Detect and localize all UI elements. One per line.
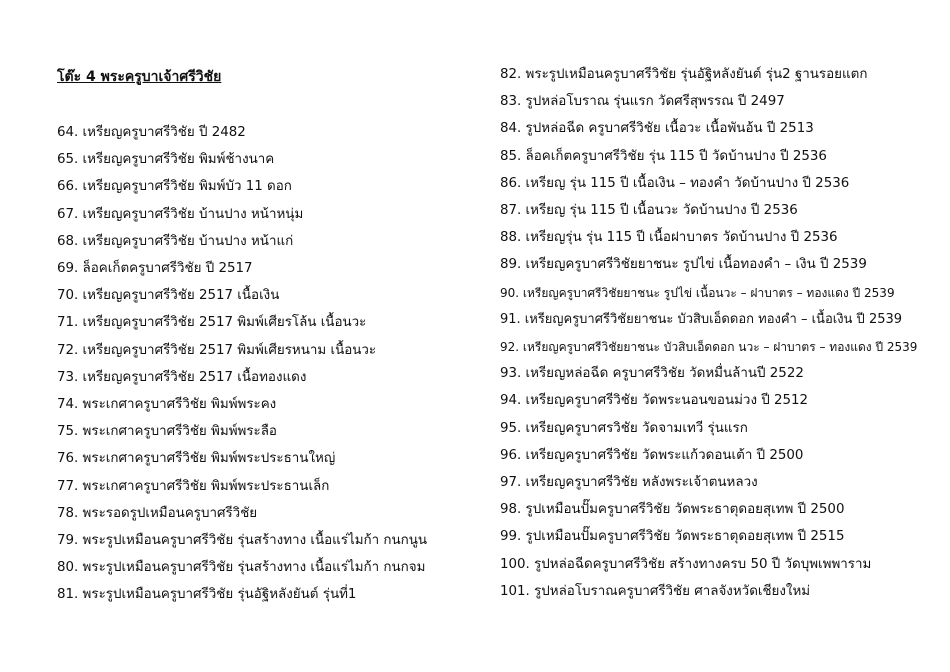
page-title: โต๊ะ 4 พระครูบาเจ้าศรีวิชัย	[57, 69, 222, 85]
list-item: 99. รูปเหมือนปั๊มครูบาศรีวิชัย วัดพระธาตุดอยสุเทพ ปี 2515	[500, 529, 845, 545]
list-item: 87. เหรียญ รุ่น 115 ปี เนื้อนวะ วัดบ้านปาง ปี 2536	[500, 203, 798, 218]
list-item: 86. เหรียญ รุ่น 115 ปี เนื้อเงิน – ทองคำ วัดบ้านปาง ปี 2536	[500, 175, 850, 191]
list-item: 85. ล็อคเก็ตครูบาศรีวิชัย รุ่น 115 ปี วัดบ้านปาง ปี 2536	[500, 148, 827, 164]
list-item: 83. รูปหล่อโบราณ รุ่นแรก วัดศรีสุพรรณ ปี 2497	[500, 94, 785, 110]
list-item: 90. เหรียญครูบาศรีวิชัยยาชนะ รูปไข่ เนื้อนวะ – ฝาบาตร – ทองแดง ปี 2539	[500, 285, 895, 300]
list-item: 81. พระรูปเหมือนครูบาศรีวิชัย รุ่นอัฐิหลังยันต์ รุ่นที่1	[57, 587, 357, 603]
list-item: 69. ล็อคเก็ตครูบาศรีวิชัย ปี 2517	[57, 261, 253, 276]
list-item: 101. รูปหล่อโบราณครูบาศรีวิชัย ศาลจังหวัดเชียงใหม่	[500, 583, 811, 599]
list-item: 76. พระเกศาครูบาศรีวิชัย พิมพ์พระประธานใหญ่	[57, 451, 336, 467]
list-item: 78. พระรอดรูปเหมือนครูบาศรีวิชัย	[57, 505, 258, 521]
list-item: 71. เหรียญครูบาศรีวิชัย 2517 พิมพ์เศียรโล้น เนื้อนวะ	[57, 315, 367, 331]
list-item: 98. รูปเหมือนปั๊มครูบาศรีวิชัย วัดพระธาตุดอยสุเทพ ปี 2500	[500, 502, 845, 518]
list-item: 79. พระรูปเหมือนครูบาศรีวิชัย รุ่นสร้างทาง เนื้อแร่ไมก้า กนกนูน	[57, 533, 428, 548]
list-item: 64. เหรียญครูบาศรีวิชัย ปี 2482	[57, 125, 246, 140]
list-item: 97. เหรียญครูบาศรีวิชัย หลังพระเจ้าตนหลวง	[500, 475, 758, 490]
list-item: 65. เหรียญครูบาศรีวิชัย พิมพ์ช้างนาค	[57, 152, 275, 168]
list-item: 73. เหรียญครูบาศรีวิชัย 2517 เนื้อทองแดง	[57, 369, 307, 385]
list-item: 96. เหรียญครูบาศรีวิชัย วัดพระแก้วดอนเต้า ปี 2500	[500, 447, 804, 463]
list-item: 93. เหรียญหล่อฉีด ครูบาศรีวิชัย วัดหมื่นล้านปี 2522	[500, 366, 804, 382]
list-item: 94. เหรียญครูบาศรีวิชัย วัดพระนอนขอนม่วง ปี 2512	[500, 393, 809, 409]
list-item: 89. เหรียญครูบาศรีวิชัยยาชนะ รูปไข่ เนื้อทองคำ – เงิน ปี 2539	[500, 257, 867, 273]
list-item: 88. เหรียญรุ่น รุ่น 115 ปี เนื้อฝาบาตร วัดบ้านปาง ปี 2536	[500, 230, 838, 246]
list-item: 72. เหรียญครูบาศรีวิชัย 2517 พิมพ์เศียรหนาม เนื้อนวะ	[57, 342, 377, 358]
list-item: 91. เหรียญครูบาศรีวิชัยยาชนะ บัวสิบเอ็ดดอก ทองคำ – เนื้อเงิน ปี 2539	[500, 311, 903, 327]
list-item: 68. เหรียญครูบาศรีวิชัย บ้านปาง หน้าแก่	[57, 233, 294, 249]
list-item: 84. รูปหล่อฉีด ครูบาศรีวิชัย เนื้อวะ เนื้อพันอ้น ปี 2513	[500, 121, 814, 137]
list-item: 74. พระเกศาครูบาศรีวิชัย พิมพ์พระคง	[57, 397, 277, 412]
list-item: 66. เหรียญครูบาศรีวิชัย พิมพ์บัว 11 ดอก	[57, 179, 292, 195]
list-item: 77. พระเกศาครูบาศรีวิชัย พิมพ์พระประธานเล็ก	[57, 478, 330, 494]
list-item: 67. เหรียญครูบาศรีวิชัย บ้านปาง หน้าหนุ่ม	[57, 206, 304, 222]
list-item: 80. พระรูปเหมือนครูบาศรีวิชัย รุ่นสร้างทาง เนื้อแร่ไมก้า กนกจม	[57, 560, 426, 576]
list-item: 95. เหรียญครูบาศรวิชัย วัดจามเทวี รุ่นแรก	[500, 420, 748, 436]
list-item: 82. พระรูปเหมือนครูบาศรีวิชัย รุ่นอัฐิหลังยันต์ รุ่น2 ฐานรอยแตก	[500, 67, 868, 82]
list-item: 75. พระเกศาครูบาศรีวิชัย พิมพ์พระลือ	[57, 424, 277, 440]
list-item: 92. เหรียญครูบาศรีวิชัยยาชนะ บัวสิบเอ็ดดอก นวะ – ฝาบาตร – ทองแดง ปี 2539	[500, 340, 918, 354]
list-item: 70. เหรียญครูบาศรีวิชัย 2517 เนื้อเงิน	[57, 288, 280, 304]
list-item: 100. รูปหล่อฉีดครูบาศรีวิชัย สร้างทางครบ 50 ปี วัดบุพเพพาราม	[500, 556, 872, 572]
